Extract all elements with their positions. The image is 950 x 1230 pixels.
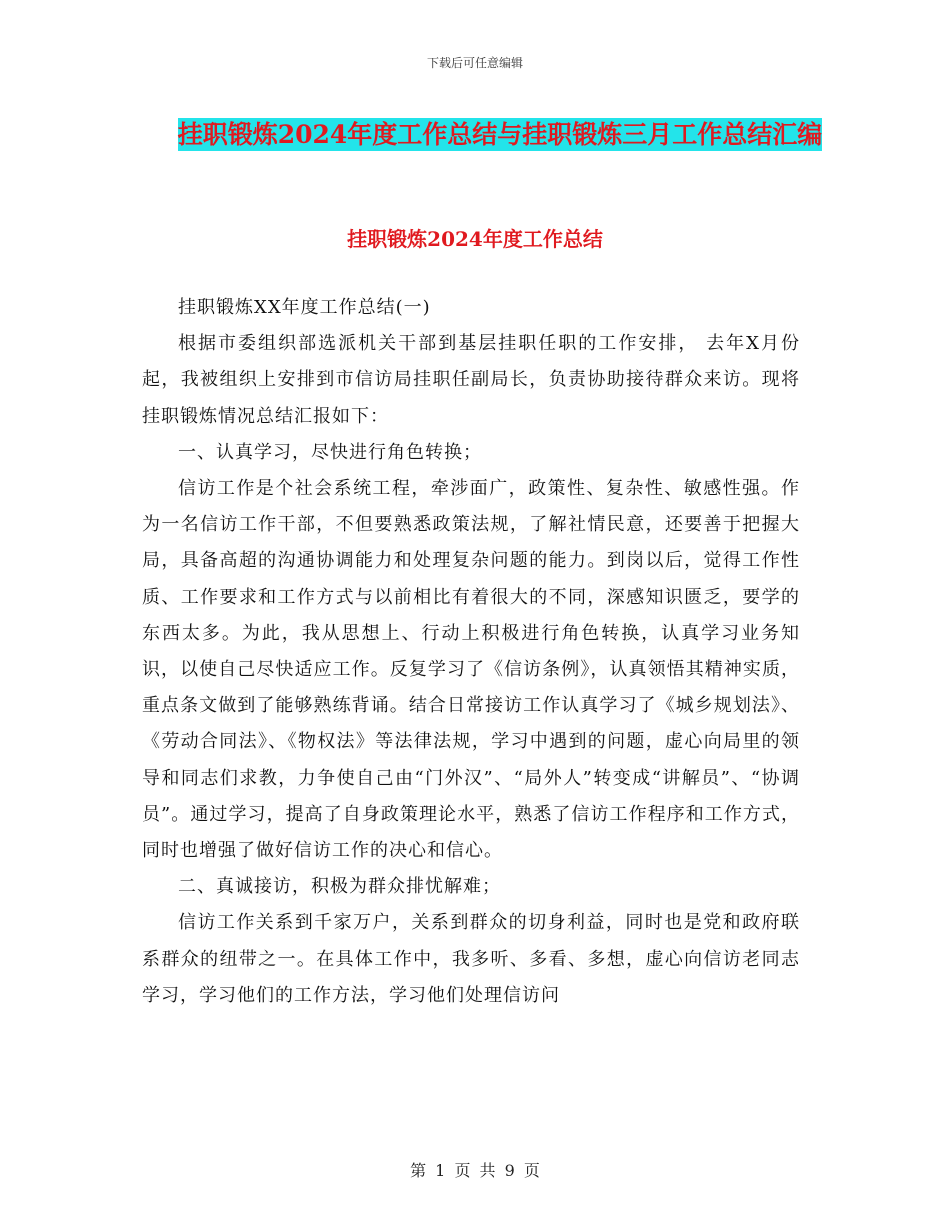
paragraph-body-2: 信访工作关系到千家万户，关系到群众的切身利益，同时也是党和政府联系群众的纽带之一。在具体工作中，我多听、多看、多想，虚心向信访老同志学习，学习他们的工作方法，学习他们处理信访问 bbox=[142, 912, 800, 1006]
paragraph-heading-2: 二、真诚接访，积极为群众排忧解难； bbox=[178, 876, 501, 898]
section-title: 挂职锻炼2024年度工作总结 bbox=[347, 227, 603, 251]
paragraph-subtitle: 挂职锻炼XX年度工作总结(一) bbox=[178, 297, 431, 318]
paragraph-intro: 根据市委组织部选派机关干部到基层挂职任职的工作安排， 去年X月份起，我被组织上安排到市信访局挂职任副局长，负责协助接待群众来访。现将挂职锻炼情况总结汇报如下： bbox=[142, 333, 800, 427]
document-title-text: 挂职锻炼2024年度工作总结与挂职锻炼三月工作总结汇编 bbox=[177, 120, 823, 149]
document-title bbox=[150, 112, 850, 157]
paragraph-heading-1: 一、认真学习，尽快进行角色转换； bbox=[178, 441, 482, 463]
document-body bbox=[142, 290, 800, 1014]
paragraph-body-1: 信访工作是个社会系统工程，牵涉面广，政策性、复杂性、敏感性强。作为一名信访工作干部，不但要熟悉政策法规，了解社情民意，还要善于把握大局，具备高超的沟通协调能力和处理复杂问题的能力。到岗以后，觉得工作性质、工作要求和工作方式与以前相比有着很大的不同，深感知识匮乏，要学的东西太多。为此，我从思想上、行动上积极进行角色转换，认真学习业务知识，以使自己尽快适应工作。反复学习了《信访条例》，认真领悟其精神实质，重点条文做到了能够熟练背诵。结合日常接访工作认真学习了《城乡规划法》、《劳动合同法》、《物权法》等法律法规，学习中遇到的问题，虚心向局里的领导和同志们求教，力争使自己由“门外汉”、“局外人”转变成“讲解员”、“协调员”。通过学习，提高了自身政策理论水平，熟悉了信访工作程序和工作方式，同时也增强了做好信访工作的决心和信心。 bbox=[142, 478, 800, 862]
page-number-footer: 第 1 页 共 9 页 bbox=[410, 1161, 540, 1180]
header-note: 下载后可任意编辑 bbox=[426, 56, 523, 70]
